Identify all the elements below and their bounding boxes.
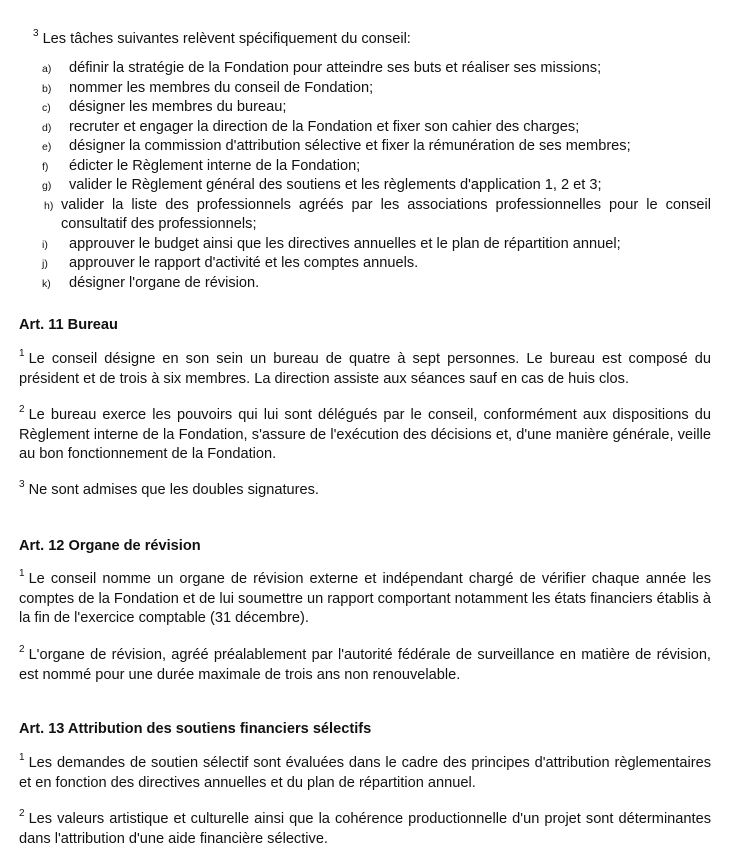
list-item-text: valider la liste des professionnels agréés par les associations professionnelles pour le conseil consultatif des professionnels; — [61, 196, 711, 232]
list-item-text: valider le Règlement général des soutiens et les règlements d'application 1, 2 et 3; — [69, 177, 602, 193]
paragraph-number: 2 — [19, 808, 25, 819]
paragraph-text: Ne sont admises que les doubles signatures. — [28, 482, 319, 498]
article-11-heading: Art. 11 Bureau — [19, 317, 118, 333]
paragraph-text: Le conseil nomme un organe de révision externe et indépendant chargé de vérifier chaque année les comptes de la Fondation et de lui soumettre un rapport comportant notamment les états financiers établis à la fin de l'exercice comptable (31 décembre). — [19, 571, 711, 626]
list-item — [19, 235, 711, 255]
list-item — [19, 176, 711, 196]
list-marker: f) — [42, 160, 49, 173]
council-tasks-list — [19, 59, 711, 293]
list-item — [19, 196, 711, 235]
paragraph-text: Le conseil désigne en son sein un bureau de quatre à sept personnes. Le bureau est composé du président et de trois à six membres. La direction assiste aux séances sauf en cas de huis clos. — [19, 351, 711, 387]
article-13-paragraph-1 — [19, 754, 711, 793]
article-12-paragraph-2 — [19, 646, 711, 685]
list-item-text: désigner la commission d'attribution sélective et fixer la rémunération de ses membres; — [69, 138, 631, 154]
paragraph-number: 2 — [19, 404, 25, 415]
paragraph-text: Le bureau exerce les pouvoirs qui lui sont délégués par le conseil, conformément aux dispositions du Règlement interne de la Fondation, s'assure de l'exécution des décisions et, d'une manière générale, veille au bon fonctionnement de la Fondation. — [19, 407, 711, 462]
list-item — [19, 137, 711, 157]
art10-paragraph-3 — [33, 30, 693, 50]
list-marker: e) — [42, 141, 52, 153]
paragraph-number: 2 — [19, 644, 25, 655]
article-12-heading: Art. 12 Organe de révision — [19, 538, 201, 554]
list-marker: j) — [42, 258, 48, 270]
list-item-text: approuver le budget ainsi que les directives annuelles et le plan de répartition annuel; — [69, 235, 621, 252]
paragraph-number: 1 — [19, 568, 25, 579]
paragraph-text: Les valeurs artistique et culturelle ainsi que la cohérence productionnelle d'un projet sont déterminantes dans l'attribution d'une aide financière sélective. — [19, 811, 711, 847]
list-item-text: définir la stratégie de la Fondation pour atteindre ses buts et réaliser ses missions; — [69, 60, 602, 76]
list-marker: d) — [42, 121, 52, 134]
article-13-paragraph-2 — [19, 810, 711, 849]
paragraph-number: 1 — [19, 752, 25, 763]
article-13-heading: Art. 13 Attribution des soutiens financiers sélectifs — [19, 721, 372, 737]
paragraph-number: 3 — [33, 28, 39, 39]
list-marker: i) — [42, 238, 48, 251]
list-item — [19, 254, 711, 274]
paragraph-number: 3 — [19, 479, 25, 490]
list-marker: a) — [42, 63, 52, 75]
paragraph-number: 1 — [19, 348, 25, 359]
list-marker: k) — [42, 277, 51, 290]
list-item-text: approuver le rapport d'activité et les comptes annuels. — [69, 255, 419, 271]
list-item — [19, 274, 711, 294]
list-marker: g) — [42, 180, 52, 192]
paragraph-text: L'organe de révision, agréé préalablement par l'autorité fédérale de surveillance en matière de révision, est nommé pour une durée maximale de trois ans non renouvelable. — [19, 647, 711, 683]
article-12-paragraph-1 — [19, 570, 711, 629]
paragraph-text: Les tâches suivantes relèvent spécifiquement du conseil: — [42, 31, 411, 47]
article-11-paragraph-1 — [19, 350, 711, 389]
list-item-text: édicter le Règlement interne de la Fondation; — [69, 157, 361, 174]
article-11-paragraph-3 — [19, 481, 711, 501]
list-item-text: nommer les membres du conseil de Fondation; — [69, 79, 374, 96]
list-item-text: désigner les membres du bureau; — [69, 99, 287, 115]
article-11-paragraph-2 — [19, 406, 711, 465]
list-item-text: recruter et engager la direction de la Fondation et fixer son cahier des charges; — [69, 118, 580, 135]
list-item-text: désigner l'organe de révision. — [69, 274, 260, 291]
list-marker: c) — [42, 102, 51, 114]
list-item — [19, 98, 711, 118]
list-marker: b) — [42, 82, 52, 95]
list-item — [19, 79, 711, 99]
list-marker: h) — [44, 199, 54, 212]
list-item — [19, 59, 711, 79]
list-item — [19, 157, 711, 177]
paragraph-text: Les demandes de soutien sélectif sont évaluées dans le cadre des principes d'attribution règlementaires et en fonction des directives annuelles et du plan de répartition annuel. — [19, 755, 711, 791]
list-item — [19, 118, 711, 138]
